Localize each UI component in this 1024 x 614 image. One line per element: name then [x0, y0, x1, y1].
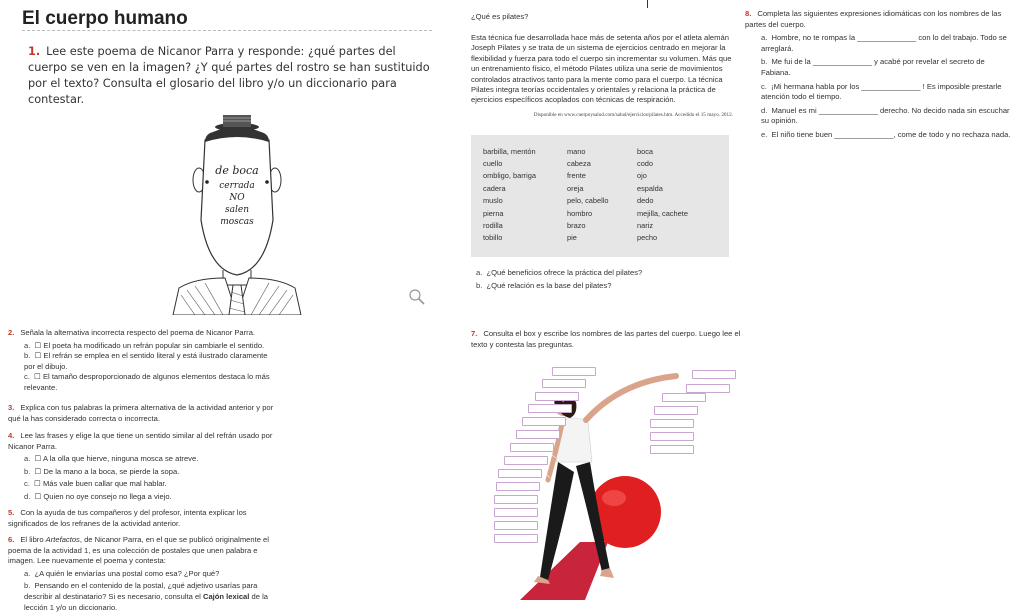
expression-item: a. Hombre, no te rompas la ______________ con lo del trabajo. Todo se arreglará.: [761, 33, 1007, 53]
word-box: [471, 135, 729, 257]
expression-item: e. El niño tiene buen ______________, come de todo y no rechaza nada.: [761, 129, 1011, 139]
expression-item: c. ¡Mi hermana habla por los ______________ ! Es imposible prestarle atención todo el tiempo.: [761, 81, 1002, 102]
label-blank[interactable]: [662, 393, 706, 402]
exercise-mat: [520, 542, 608, 600]
word-cell: frente: [567, 171, 586, 181]
question-8: [745, 9, 1015, 141]
question-7: [471, 329, 741, 350]
title-divider: [22, 30, 432, 31]
label-blank[interactable]: [692, 370, 736, 379]
question-number: 4.: [8, 431, 15, 440]
label-blank[interactable]: [494, 521, 538, 530]
label-blank[interactable]: [528, 404, 572, 413]
question-text: Señala la alternativa incorrecta respecto del poema de Nicanor Parra.: [20, 328, 256, 337]
question-text: Con la ayuda de tus compañeros y del profesor, intenta explicar los significados de los refranes de la actividad anterior.: [8, 508, 247, 528]
label-blank[interactable]: [498, 469, 542, 478]
pilates-questions: [476, 268, 736, 291]
question-2: [8, 328, 278, 394]
question-1: [28, 44, 438, 108]
poem-line-5: moscas: [220, 217, 254, 227]
label-blank[interactable]: [542, 379, 586, 388]
word-cell: nariz: [637, 221, 654, 231]
label-blank[interactable]: [552, 367, 596, 376]
zoom-icon[interactable]: [408, 288, 426, 306]
lexical-box-ref: Cajón lexical: [202, 591, 250, 601]
word-cell: cadera: [483, 183, 506, 193]
question-number: 8.: [745, 9, 752, 18]
label-blank[interactable]: [522, 417, 566, 426]
option-item: b. Pensando en el contenido de la postal, ¿qué adjetivo usarías para describir al destinatario? Si es necesario, consulta el Cajón lexical de la lección 1 y/o un diccionario.: [24, 581, 268, 612]
word-cell: codo: [637, 159, 654, 169]
word-cell: cuello: [483, 159, 503, 169]
option-item[interactable]: c. ☐ Más vale buen callar que mal hablar.: [24, 479, 167, 489]
question-number: 7.: [471, 329, 478, 338]
option-item[interactable]: a. ☐ El poeta ha modificado un refrán popular sin cambiarle el sentido.: [24, 340, 265, 350]
word-cell: tobillo: [483, 233, 503, 243]
option-item[interactable]: b. ☐ De la mano a la boca, se pierde la sopa.: [24, 466, 180, 476]
word-row: [483, 170, 688, 182]
label-blank[interactable]: [494, 495, 538, 504]
pilates-heading: ¿Qué es pilates?: [471, 12, 529, 21]
question-text: Lee las frases y elige la que tiene un sentido similar al del refrán usado por Nicanor Parra.: [8, 431, 273, 451]
question-number: 6.: [8, 535, 15, 544]
page-title: El cuerpo humano: [22, 8, 188, 29]
label-blank[interactable]: [686, 384, 730, 393]
word-cell: ojo: [637, 171, 647, 181]
question-number: 5.: [8, 508, 15, 517]
pilates-question-b: b. ¿Qué relación es la base del pilates?: [476, 280, 612, 290]
label-blank[interactable]: [650, 445, 694, 454]
word-row: [483, 195, 688, 207]
label-blank[interactable]: [516, 430, 560, 439]
label-blank[interactable]: [494, 508, 538, 517]
word-cell: barbilla, mentón: [483, 146, 536, 156]
word-row: [483, 182, 688, 194]
word-cell: pecho: [637, 233, 658, 243]
question-number: 3.: [8, 403, 15, 412]
word-cell: oreja: [567, 183, 584, 193]
question-number: 1.: [28, 45, 41, 58]
expression-item: b. Me fui de la ______________ y acabé por revelar el secreto de Fabiana.: [761, 57, 985, 77]
option-item[interactable]: d. ☐ Quien no oye consejo no llega a viejo.: [24, 491, 172, 501]
text-cursor: [647, 0, 648, 8]
word-row: [483, 232, 688, 244]
poem-line-1: de boca: [215, 164, 259, 177]
label-blank[interactable]: [494, 534, 538, 543]
word-cell: brazo: [567, 221, 586, 231]
label-blank[interactable]: [535, 392, 579, 401]
expression-item: d. Manuel es mi ______________ derecho. No decido nada sin escuchar su opinión.: [761, 105, 1010, 126]
label-blank[interactable]: [650, 432, 694, 441]
book-title: Artefactos: [45, 535, 80, 544]
pilates-question-a: a. ¿Qué beneficios ofrece la práctica del pilates?: [476, 268, 643, 277]
pilates-body: Esta técnica fue desarrollada hace más de setenta años por el atleta alemán Joseph Pilates y se trata de un sistema de ejercicios centrado en mejorar la flexibilidad y fuerza para todo el cuerpo sin incrementar su volumen. Más que un entrenamiento físico, el método Pilates utiliza una serie de movimientos controlados atractivos tanto para la mente como para el cuerpo. La técnica Pilates integra teorías occidentales y orientales y relaciona la práctica de ejercicios específicos acoplados con técnicas de respiración.: [471, 33, 732, 105]
question-text: Consulta el box y escribe los nombres de las partes del cuerpo. Luego lee el texto y contesta las preguntas.: [471, 329, 741, 349]
question-5: [8, 508, 278, 529]
word-cell: boca: [637, 146, 654, 156]
word-cell: pierna: [483, 208, 504, 218]
label-blank[interactable]: [510, 443, 554, 452]
question-text: Explica con tus palabras la primera alternativa de la actividad anterior y por qué la has considerado correcta o incorrecta.: [8, 403, 274, 423]
word-row: [483, 219, 688, 231]
option-item[interactable]: a. ☐ A la olla que hierve, ninguna mosca se atreve.: [24, 454, 199, 464]
label-blank[interactable]: [504, 456, 548, 465]
word-cell: muslo: [483, 196, 503, 206]
word-row: [483, 157, 688, 169]
poem-illustration: [165, 110, 315, 315]
word-cell: pelo, cabello: [567, 196, 609, 206]
poem-line-4: salen: [225, 205, 249, 215]
word-cell: rodilla: [483, 221, 503, 231]
option-item: a. ¿A quién le enviarías una postal como esa? ¿Por qué?: [24, 568, 220, 578]
label-blank[interactable]: [654, 406, 698, 415]
word-row: [483, 145, 688, 157]
word-table: [483, 145, 688, 244]
word-cell: ombligo, barriga: [483, 171, 536, 181]
question-4: [8, 431, 278, 503]
word-cell: cabeza: [567, 159, 591, 169]
word-cell: hombro: [567, 208, 593, 218]
poem-line-3: NO: [229, 193, 245, 203]
word-row: [483, 207, 688, 219]
question-number: 2.: [8, 328, 15, 337]
question-text: Lee este poema de Nicanor Parra y responde: ¿qué partes del cuerpo se ven en la imagen? ¿Y qué partes del rostro se han sustituido por el texto? Consulta el glosario del libro y/o un diccionario para contestar.: [28, 45, 430, 106]
option-item[interactable]: c. ☐ El tamaño desproporcionado de algunos elementos destaca lo más relevante.: [24, 372, 270, 392]
question-text: Completa las siguientes expresiones idiomáticas con los nombres de las partes del cuerpo.: [745, 9, 1002, 29]
body-diagram: [490, 362, 740, 612]
word-cell: mano: [567, 146, 586, 156]
label-blank[interactable]: [496, 482, 540, 491]
word-cell: pie: [567, 233, 577, 243]
poem-line-2: cerrada: [219, 181, 255, 191]
label-blank[interactable]: [650, 419, 694, 428]
word-cell: espalda: [637, 183, 663, 193]
option-item[interactable]: b. ☐ El refrán se emplea en el sentido literal y está ilustrado claramente por el dibujo.: [24, 351, 268, 371]
question-3: [8, 403, 278, 424]
word-cell: dedo: [637, 196, 654, 206]
question-6: 6. El libro Artefactos, de Nicanor Parra, en el que se publicó originalmente el poema de la actividad 1, es una colección de postales que unen palabra e imagen. Lee nuevamente el poema y contesta: a. ¿A quién le enviarías una postal como esa? ¿Por qué? b. Pensando en el contenido de la postal, ¿qué adjetivo usarías para describir al destinatario? Si es necesario, consulta el Cajón lexical de la lección 1 y/o un diccionario.: [8, 535, 278, 613]
word-cell: mejilla, cachete: [637, 208, 688, 218]
pilates-source: Disponible en www.cuerpoysalud.com/salud/ejercicios/pilates.htm. Accedido el 15 mayo. 2012.: [533, 112, 733, 118]
